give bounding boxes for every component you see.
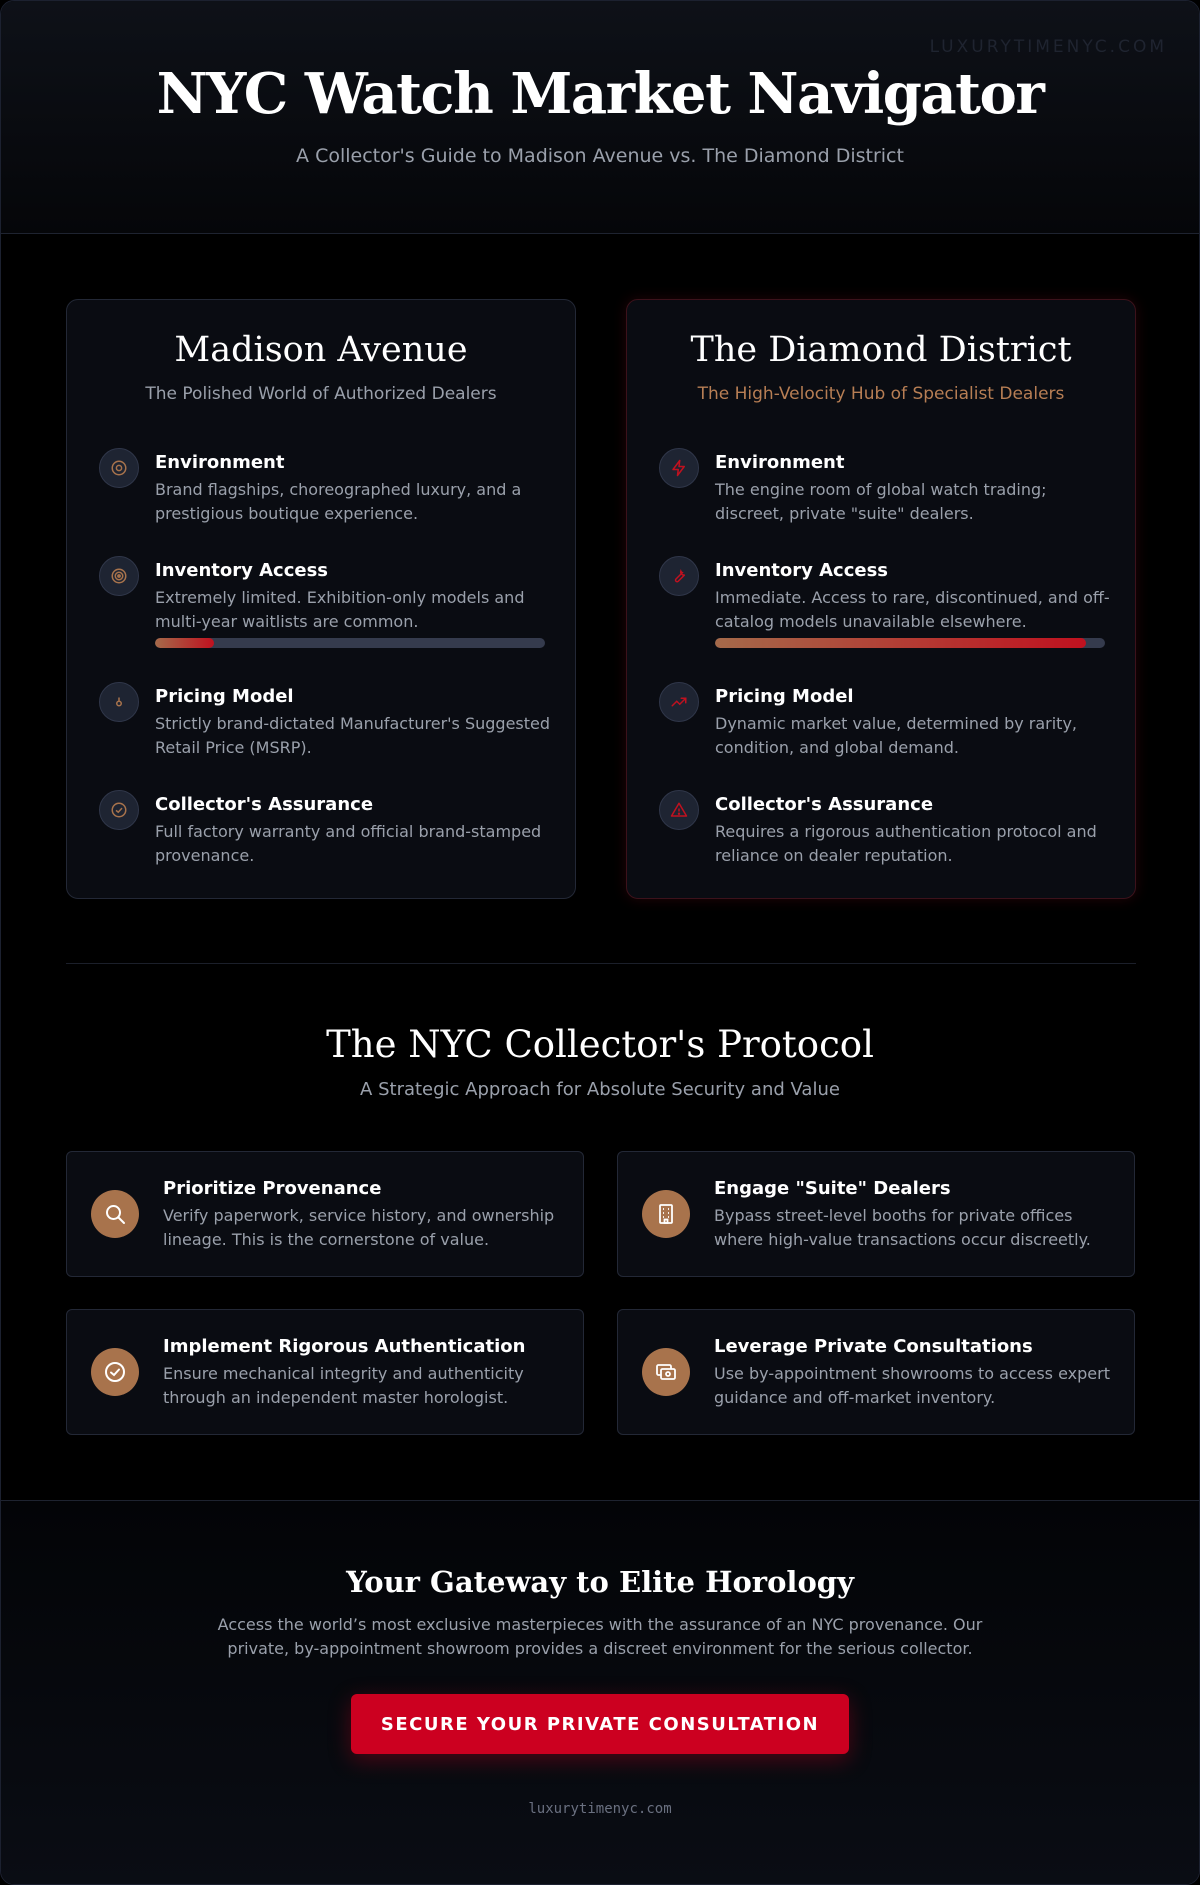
gem-icon [99, 556, 139, 596]
card-title: Madison Avenue [174, 330, 468, 370]
wrench-icon [659, 556, 699, 596]
feature-description: The engine room of global watch trading; discreet, private "suite" dealers. [715, 480, 1047, 523]
feature-inventory-access [659, 556, 1110, 676]
page-title: NYC Watch Market Navigator [156, 61, 1044, 127]
feature-environment [659, 448, 1103, 538]
feature-environment [99, 448, 543, 538]
protocol-card-description: Bypass street-level booths for private offices where high-value transactions occur discreetly. [714, 1206, 1091, 1249]
card-subtitle: The Polished World of Authorized Dealers [145, 384, 497, 404]
feature-title: Collector's Assurance [155, 794, 374, 815]
feature-collectors-assurance [659, 790, 1103, 880]
feature-pricing-model [659, 682, 1103, 772]
feature-description: Full factory warranty and official brand-stamped provenance. [155, 822, 542, 865]
consultation-icon [642, 1348, 690, 1396]
feature-inventory-access [99, 556, 543, 676]
price-tag-icon [99, 682, 139, 722]
feature-description: Strictly brand-dictated Manufacturer's Suggested Retail Price (MSRP). [155, 714, 551, 757]
protocol-card-title: Engage "Suite" Dealers [714, 1178, 951, 1199]
protocol-title: The NYC Collector's Protocol [326, 1023, 874, 1066]
card-title: The Diamond District [690, 330, 1072, 370]
feature-collectors-assurance [99, 790, 543, 880]
protocol-card-title: Leverage Private Consultations [714, 1336, 1033, 1357]
inventory-access-fill [155, 638, 214, 648]
footer-title: Your Gateway to Elite Horology [346, 1565, 854, 1599]
feature-pricing-model [99, 682, 551, 772]
footer-url[interactable]: luxurytimenyc.com [528, 1801, 672, 1817]
check-circle-icon [91, 1348, 139, 1396]
protocol-card-authentication [66, 1309, 584, 1435]
feature-description: Requires a rigorous authentication protocol and reliance on dealer reputation. [715, 822, 1097, 865]
lightning-icon [659, 448, 699, 488]
feature-description: Dynamic market value, determined by rarity, condition, and global demand. [715, 714, 1078, 757]
feature-description: Brand flagships, choreographed luxury, and a prestigious boutique experience. [155, 480, 522, 523]
watermark: LUXURYTIMENYC.COM [929, 37, 1167, 57]
feature-title: Environment [715, 452, 845, 473]
protocol-card-consultations [617, 1309, 1135, 1435]
inventory-access-fill [715, 638, 1086, 648]
protocol-subtitle: A Strategic Approach for Absolute Security and Value [360, 1079, 840, 1100]
section-divider [66, 963, 1136, 964]
feature-title: Pricing Model [715, 686, 854, 707]
warning-icon [659, 790, 699, 830]
protocol-card-suite-dealers [617, 1151, 1135, 1277]
protocol-card-description: Ensure mechanical integrity and authenticity through an independent master horologist. [163, 1364, 524, 1407]
feature-title: Collector's Assurance [715, 794, 934, 815]
search-icon [91, 1190, 139, 1238]
header [1, 1, 1199, 234]
protocol-card-description: Use by-appointment showrooms to access expert guidance and off-market inventory. [714, 1364, 1110, 1407]
feature-description: Extremely limited. Exhibition-only models and multi-year waitlists are common. [155, 588, 525, 631]
feature-title: Environment [155, 452, 285, 473]
diamond-district-card [626, 299, 1136, 899]
feature-title: Pricing Model [155, 686, 294, 707]
feature-description: Immediate. Access to rare, discontinued, and off-catalog models unavailable elsewhere. [715, 588, 1110, 631]
trending-up-icon [659, 682, 699, 722]
protocol-card-description: Verify paperwork, service history, and ownership lineage. This is the cornerstone of value. [163, 1206, 555, 1249]
comparison-section [66, 299, 1136, 899]
protocol-card-title: Prioritize Provenance [163, 1178, 382, 1199]
building-icon [642, 1190, 690, 1238]
page-subtitle: A Collector's Guide to Madison Avenue vs. The Diamond District [296, 145, 904, 167]
inventory-access-bar [715, 638, 1105, 648]
inventory-access-bar [155, 638, 545, 648]
madison-avenue-card [66, 299, 576, 899]
card-subtitle: The High-Velocity Hub of Specialist Dealers [697, 384, 1065, 404]
secure-consultation-button[interactable]: SECURE YOUR PRIVATE CONSULTATION [351, 1694, 849, 1754]
feature-title: Inventory Access [155, 560, 329, 581]
check-circle-icon [99, 790, 139, 830]
footer-text: Access the world’s most exclusive masterpieces with the assurance of an NYC provenance. Our private, by-appointment showroom provides a discreet environment for the serious collector. [217, 1615, 983, 1658]
protocol-card-title: Implement Rigorous Authentication [163, 1336, 526, 1357]
feature-title: Inventory Access [715, 560, 889, 581]
target-icon [99, 448, 139, 488]
protocol-card-provenance [66, 1151, 584, 1277]
footer [1, 1500, 1199, 1885]
